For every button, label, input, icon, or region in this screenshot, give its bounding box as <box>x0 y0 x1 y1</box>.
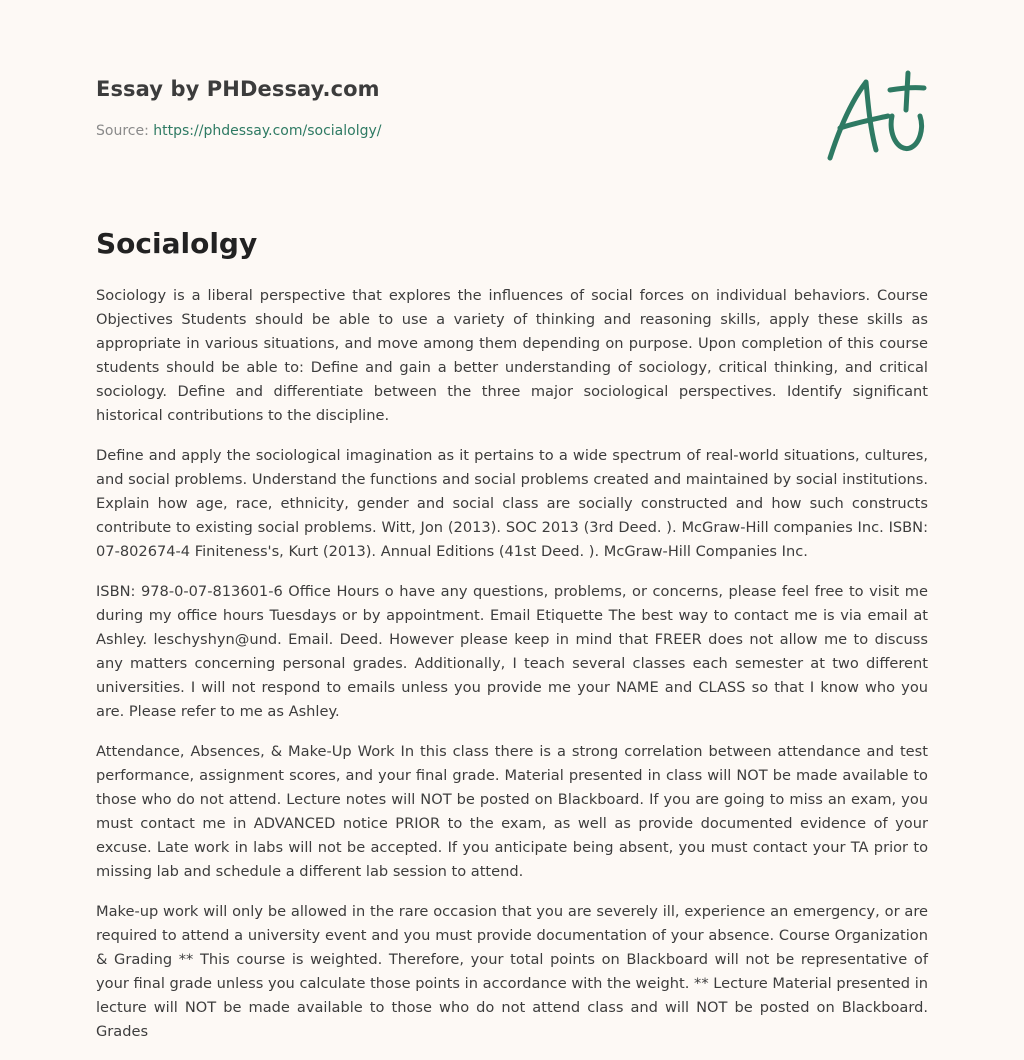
essay-paragraph: Make-up work will only be allowed in the rare occasion that you are severely ill, experience an emergency, or are required to attend a university event and you must provide documentation of your absence. Course Organization & Grading ** This course is weighted. Therefore, your total points on Blackboard will not be representative of your final grade unless you calculate those points in accordance with the weight. ** Lecture Material presented in lecture will NOT be made available to those who do not attend class and will NOT be posted on Blackboard. Grades <box>96 903 928 1040</box>
source-label: Source: <box>96 123 149 139</box>
a-plus-grade-icon <box>820 68 930 168</box>
essay-body <box>96 284 928 1060</box>
essay-paragraph: ISBN: 978-0-07-813601-6 Office Hours o have any questions, problems, or concerns, please feel free to visit me during my office hours Tuesdays or by appointment. Email Etiquette The best way to contact me is via email at Ashley. leschyshyn@und. Email. Deed. However please keep in mind that FREER does not allow me to discuss any matters concerning personal grades. Additionally, I teach several classes each semester at two different universities. I will not respond to emails unless you provide me your NAME and CLASS so that I know who you are. Please refer to me as Ashley. <box>96 583 928 720</box>
essay-paragraph: Define and apply the sociological imagination as it pertains to a wide spectrum of real-world situations, cultures, and social problems. Understand the functions and social problems created and maintained by social institutions. Explain how age, race, ethnicity, gender and social class are socially constructed and how such constructs contribute to existing social problems. Witt, Jon (2013). SOC 2013 (3rd Deed. ). McGraw-Hill companies Inc. ISBN: 07-802674-4 Finiteness's, Kurt (2013). Annual Editions (41st Deed. ). McGraw-Hill Companies Inc. <box>96 447 928 560</box>
source-line <box>96 121 696 141</box>
document-title: Socialolgy <box>96 227 258 260</box>
essay-header <box>96 74 696 141</box>
essay-paragraph: Sociology is a liberal perspective that explores the influences of social forces on individual behaviors. Course Objectives Students should be able to use a variety of thinking and reasoning skills, apply these skills as appropriate in various situations, and move among them depending on purpose. Upon completion of this course students should be able to: Define and gain a better understanding of sociology, critical thinking, and critical sociology. Define and differentiate between the three major sociological perspectives. Identify significant historical contributions to the discipline. <box>96 287 928 424</box>
site-title: Essay by PHDessay.com <box>96 77 380 101</box>
source-link[interactable]: https://phdessay.com/socialolgy/ <box>153 123 382 139</box>
essay-paragraph: Attendance, Absences, & Make-Up Work In this class there is a strong correlation between attendance and test performance, assignment scores, and your final grade. Material presented in class will NOT be made available to those who do not attend. Lecture notes will NOT be posted on Blackboard. If you are going to miss an exam, you must contact me in ADVANCED notice PRIOR to the exam, as well as provide documented evidence of your excuse. Late work in labs will not be accepted. If you anticipate being absent, you must contact your TA prior to missing lab and schedule a different lab session to attend. <box>96 743 928 880</box>
